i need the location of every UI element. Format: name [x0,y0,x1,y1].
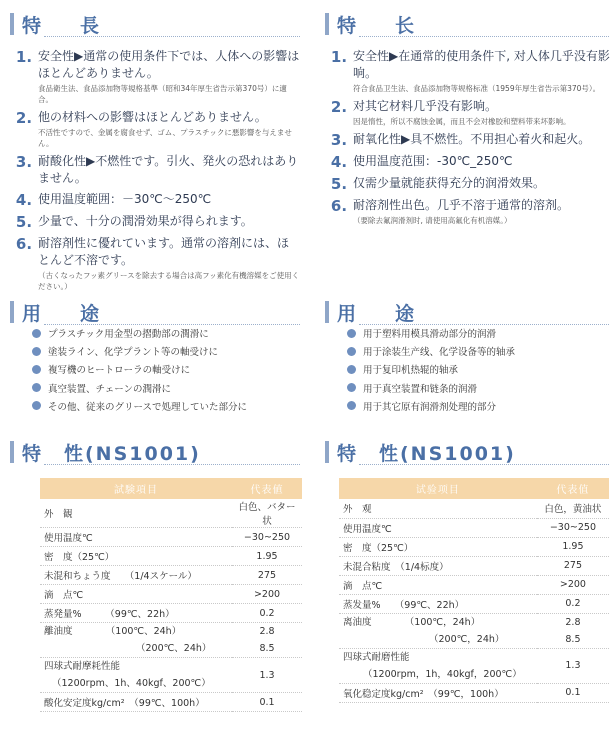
list-item: プラスチック用金型の摺動部の潤滑に [10,324,300,342]
bullet-icon [32,365,41,374]
table-row: 未混合粘度 （1/4标度） 275 [339,556,609,575]
table-header [339,478,609,499]
uses-heading [10,298,109,326]
header-value: 代表値 [232,478,302,499]
spec-table [339,478,609,703]
bullet-icon [347,329,356,338]
uses-title: 用 途 [337,302,425,325]
list-item: 塗装ライン、化学プラント等の軸受けに [10,342,300,360]
header-item: 试验项目 [339,478,537,499]
spec-title: 特 性(NS1001) [22,442,201,465]
table-row: 密 度（25℃） 1.95 [339,537,609,556]
table-row: 外 观 白色，黄油状 [339,499,609,518]
list-item: 複写機のヒートローラの軸受けに [10,360,300,378]
table-row: 四球式耐磨性能 （1200rpm，1h，40kgf，200℃） 1.3 [339,648,609,683]
spec-title: 特 性(NS1001) [337,442,516,465]
table-row: 蒸发量% （99℃、22h） 0.2 [339,594,609,613]
uses-title: 用 途 [22,302,110,325]
feature-item: 2. 他の材料への影響はほとんどありません。 不活性ですので、金属を腐食せず、ゴム、プラスチックに悪影響を与えません。 [15,109,292,148]
table-row: 使用温度℃ −30~250 [339,518,609,537]
uses-list [10,324,300,415]
feature-item: 4. 使用温度範囲：－30℃～250℃ [15,191,212,209]
feature-item: 4. 使用温度范围：-30℃_250℃ [330,153,513,171]
bullet-icon [32,329,41,338]
header-value: 代表值 [537,478,609,499]
bullet-icon [32,383,41,392]
feature-item: 2. 对其它材料几乎没有影响。 因是惰性，所以不腐蚀金属，而且不会对橡胶和塑料带来坏影响。 [330,98,571,126]
list-item: 用于真空装置和链条的润滑 [325,379,610,397]
list-item: その他、従来のグリースで処理していた部分に [10,397,300,415]
list-item: 用于其它原有润滑剂处理的部分 [325,397,610,415]
table-row: 蒸発量% （99℃、22h） 0.2 [40,604,302,623]
bullet-icon [347,401,356,410]
spec-table [40,478,302,712]
bullet-icon [347,383,356,392]
uses-heading [325,298,424,326]
feature-item: 1. 安全性▶通常の使用条件下では、人体への影響はほとんどありません。 食品衛生法、食品添加物等規格基準（昭和34年厚生省告示第370号）に適合。 [15,48,300,104]
table-row: 外 観 白色、バター状 [40,499,302,528]
features-list [10,48,300,296]
feature-item: 5. 仅需少量就能获得充分的润滑效果。 [330,175,546,193]
features-title: 特 長 [22,14,110,37]
feature-item: 3. 耐酸化性▶不燃性です。引火、発火の恐れはありません。 [15,153,299,185]
features-list [325,48,610,230]
feature-item: 1. 安全性▶在通常的使用条件下, 对人体几乎没有影响。 符合食品卫生法、食品添加物等规格标准（1959年厚生省告示第370号）。 [330,48,610,93]
header-item: 試験項目 [40,478,232,499]
feature-item: 6. 耐溶剤性に優れています。通常の溶剤には、ほとんど不溶です。 （古くなったフッ素グリースを除去する場合は高フッ素化有機溶媒をご使用ください。） [15,235,300,291]
bullet-icon [32,347,41,356]
features-heading [10,10,109,38]
table-row: 氧化稳定度kg/cm² （99℃，100h） 0.1 [339,683,609,702]
spec-heading [10,438,201,466]
bullet-icon [32,401,41,410]
table-row: 離油度 （100℃、24h） （200℃、24h） 2.8 8.5 [40,623,302,658]
table-row: 四球式耐摩耗性能 （1200rpm、1h、40kgf、200℃） 1.3 [40,658,302,693]
list-item: 用于复印机热辊的轴承 [325,360,610,378]
list-item: 用于涂装生产线、化学设备等的轴承 [325,342,610,360]
table-row: 滴 点℃ >200 [339,575,609,594]
table-row: 密 度（25℃） 1.95 [40,547,302,566]
spec-heading [325,438,516,466]
bullet-icon [347,347,356,356]
list-item: 用于塑料用模具滑动部分的润滑 [325,324,610,342]
table-row: 使用温度℃ −30~250 [40,528,302,547]
bullet-icon [347,365,356,374]
table-row: 滴 点℃ >200 [40,585,302,604]
list-item: 真空装置、チェーンの潤滑に [10,379,300,397]
table-row: 未混和ちょう度 （1/4スケール） 275 [40,566,302,585]
table-header [40,478,302,499]
table-row: 离油度 （100℃，24h） （200℃，24h） 2.8 8.5 [339,613,609,648]
features-heading [325,10,424,38]
feature-item: 5. 少量で、十分の潤滑効果が得られます。 [15,213,253,231]
feature-item: 3. 耐氧化性▶具不燃性。不用担心着火和起火。 [330,131,591,149]
feature-item: 6. 耐溶剂性出色。几乎不溶于通常的溶剂。 （要除去氟润滑剂时, 请使用高氟化有机溶媒。） [330,197,570,225]
features-title: 特 长 [337,14,425,37]
uses-list [325,324,610,415]
table-row: 酸化安定度kg/cm² （99℃、100h） 0.1 [40,693,302,712]
